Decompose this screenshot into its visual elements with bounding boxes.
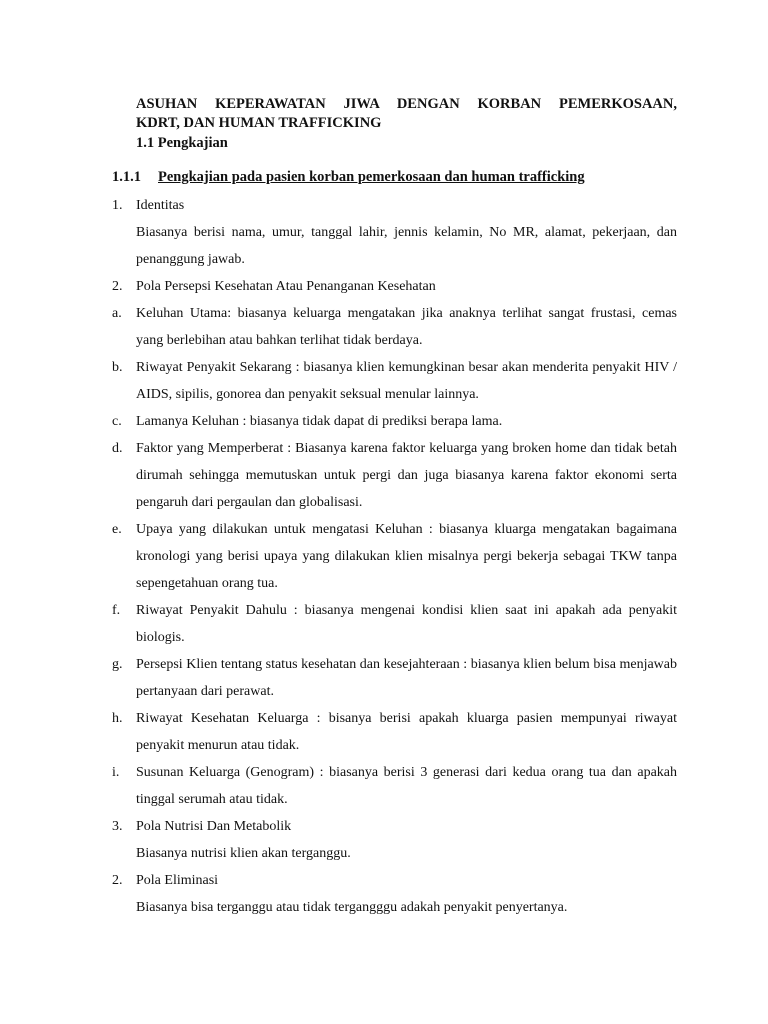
item-text: Pola Nutrisi Dan Metabolik — [136, 819, 292, 834]
item-marker: h. — [112, 711, 123, 726]
item-marker: i. — [112, 765, 120, 780]
item-marker: d. — [112, 441, 123, 456]
list-item — [112, 705, 677, 759]
item-marker: 1. — [112, 198, 123, 213]
title-line-1: ASUHAN KEPERAWATAN JIWA DENGAN KORBAN PEMERKOSAAN, — [136, 96, 677, 112]
list-item — [112, 651, 677, 705]
title-line-2: KDRT, DAN HUMAN TRAFFICKING — [136, 115, 382, 131]
list-item — [112, 813, 677, 840]
item-text: Pola Eliminasi — [136, 873, 219, 888]
content-list — [112, 192, 677, 921]
list-item — [112, 354, 677, 408]
section-heading — [112, 169, 677, 186]
item-text: Identitas — [136, 198, 185, 213]
list-item — [112, 597, 677, 651]
document-title — [136, 95, 677, 133]
list-item — [112, 192, 677, 219]
list-item — [112, 435, 677, 516]
paragraph: Biasanya berisi nama, umur, tanggal lahir, jennis kelamin, No MR, alamat, pekerjaan, dan penanggung jawab. — [136, 225, 677, 267]
list-item — [112, 759, 677, 813]
list-item — [112, 273, 677, 300]
item-marker: c. — [112, 414, 122, 429]
list-item — [112, 300, 677, 354]
list-item — [112, 516, 677, 597]
item-text: Riwayat Penyakit Dahulu : biasanya mengenai kondisi klien saat ini apakah ada penyakit biologis. — [136, 603, 677, 645]
item-marker: 2. — [112, 873, 123, 888]
paragraph: Biasanya bisa terganggu atau tidak tergangggu adakah penyakit penyertanya. — [136, 900, 568, 915]
item-text: Riwayat Penyakit Sekarang : biasanya klien kemungkinan besar akan menderita penyakit HIV / AIDS, sipilis, gonorea dan penyakit seksual menular lainnya. — [136, 360, 677, 402]
list-item — [112, 867, 677, 894]
subheading: 1.1 Pengkajian — [136, 135, 228, 151]
section-number: 1.1.1 — [112, 169, 141, 185]
item-text: Persepsi Klien tentang status kesehatan dan kesejahteraan : biasanya klien belum bisa menjawab pertanyaan dari perawat. — [136, 657, 677, 699]
item-marker: 3. — [112, 819, 123, 834]
item-text: Susunan Keluarga (Genogram) : biasanya berisi 3 generasi dari kedua orang tua dan apakah tinggal serumah atau tidak. — [136, 765, 677, 807]
section-title: Pengkajian pada pasien korban pemerkosaan dan human trafficking — [158, 169, 585, 185]
list-item — [112, 408, 677, 435]
item-text: Lamanya Keluhan : biasanya tidak dapat di prediksi berapa lama. — [136, 414, 503, 429]
item-marker: f. — [112, 603, 121, 618]
paragraph: Biasanya nutrisi klien akan terganggu. — [136, 846, 351, 861]
item-text: Faktor yang Memperberat : Biasanya karena faktor keluarga yang broken home dan tidak betah dirumah sehingga memutuskan untuk pergi dan juga biasanya karena faktor ekonomi serta pengaruh dari pergaulan dan globalisasi. — [136, 441, 677, 510]
item-text: Upaya yang dilakukan untuk mengatasi Keluhan : biasanya kluarga mengatakan bagaimana kronologi yang berisi upaya yang dilakukan klien misalnya pergi bekerja sebagai TKW tanpa sepengetahuan orang tua. — [136, 522, 677, 591]
item-text: Riwayat Kesehatan Keluarga : bisanya berisi apakah kluarga pasien mempunyai riwayat penyakit menurun atau tidak. — [136, 711, 677, 753]
item-marker: e. — [112, 522, 122, 537]
item-marker: g. — [112, 657, 123, 672]
item-marker: b. — [112, 360, 123, 375]
item-marker: a. — [112, 306, 122, 321]
item-text: Keluhan Utama: biasanya keluarga mengatakan jika anaknya terlihat sangat frustasi, cemas yang berlebihan atau bahkan terlihat tidak berdaya. — [136, 306, 677, 348]
item-marker: 2. — [112, 279, 123, 294]
item-text: Pola Persepsi Kesehatan Atau Penanganan Kesehatan — [136, 279, 436, 294]
